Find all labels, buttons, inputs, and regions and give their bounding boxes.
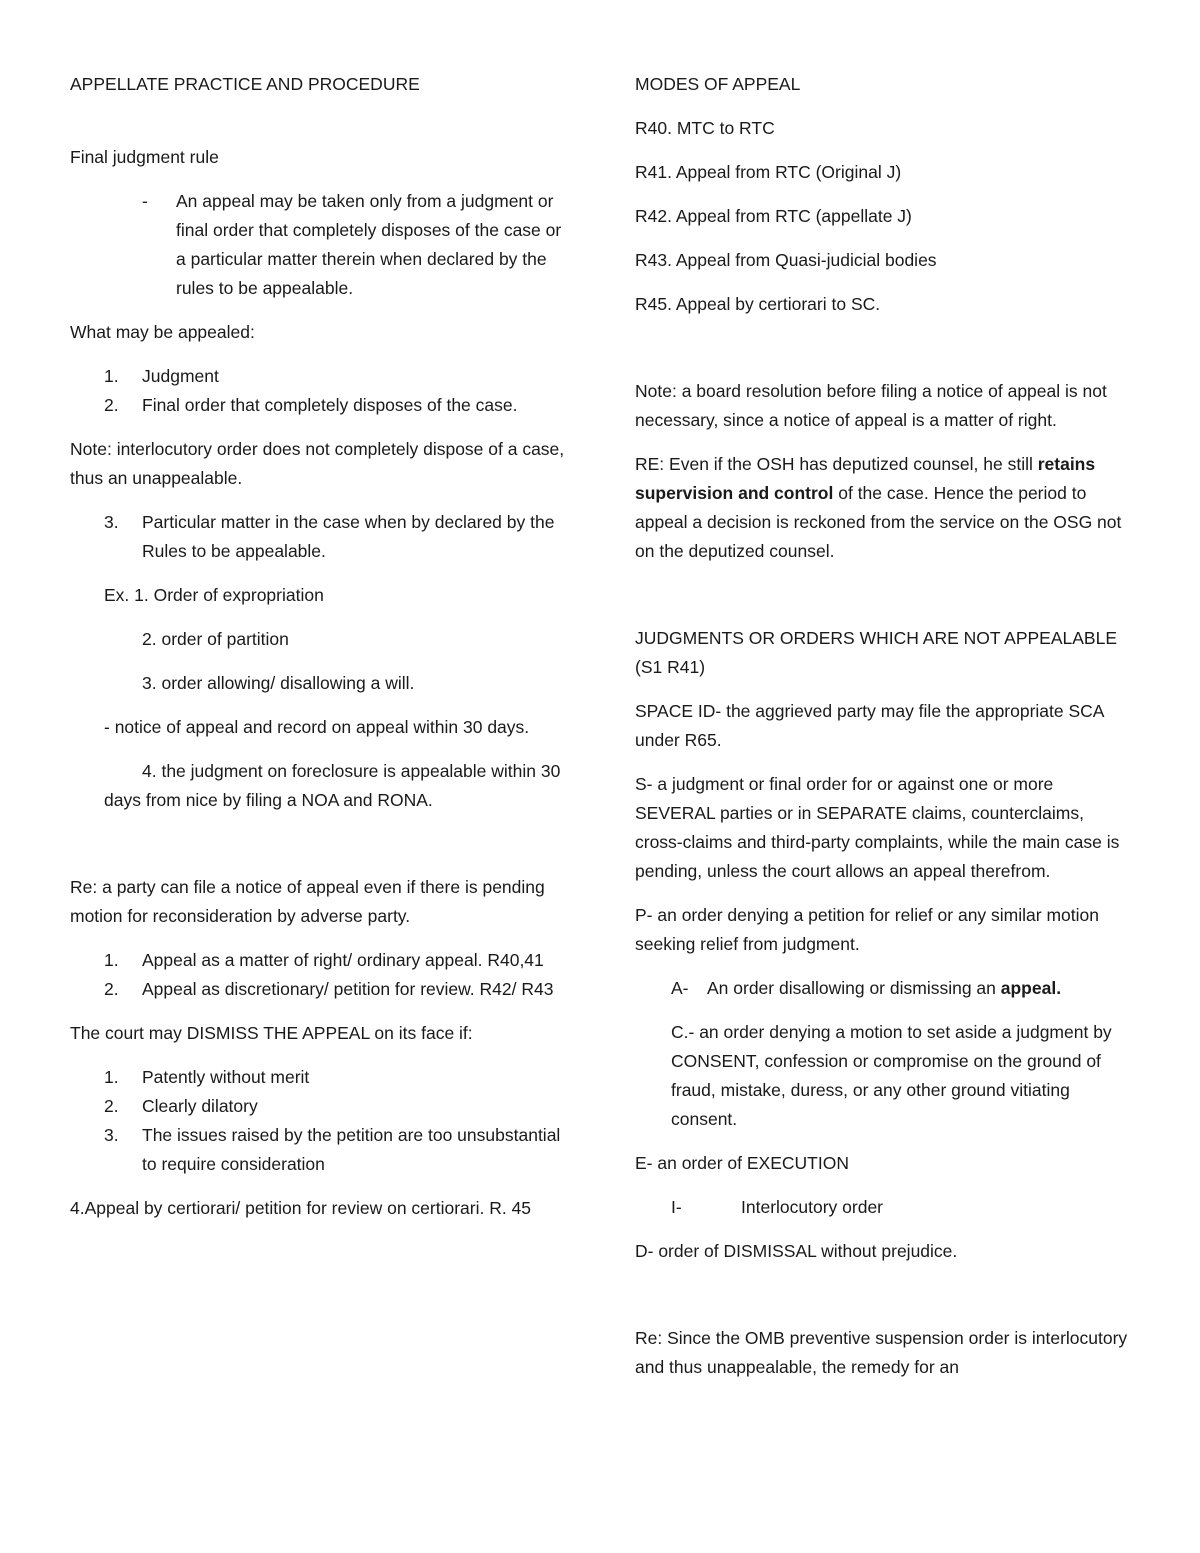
interlocutory-note: Note: interlocutory order does not completely dispose of a case, thus an unappealable.: [70, 439, 565, 488]
document-title: APPELLATE PRACTICE AND PROCEDURE: [70, 74, 420, 94]
example-2: 2. order of partition: [142, 629, 289, 649]
e-item: E- an order of EXECUTION: [635, 1153, 849, 1173]
list-item: 1. Appeal as a matter of right/ ordinary appeal. R40,41: [104, 950, 544, 970]
appealable-list: [70, 362, 570, 420]
p-item: P- an order denying a petition for relief or any similar motion seeking relief from judgment.: [635, 905, 1099, 954]
appeal-types-list: [70, 946, 570, 1004]
list-item: 3. Particular matter in the case when by declared by the Rules to be appealable.: [104, 512, 555, 561]
example-4: 4. the judgment on foreclosure is appealable within 30 days from nice by filing a NOA and RONA.: [104, 761, 561, 810]
re-party-note: Re: a party can file a notice of appeal even if there is pending motion for reconsideration by adverse party.: [70, 877, 545, 926]
list-item: 2. Final order that completely disposes of the case.: [104, 395, 518, 415]
dismiss-grounds-list: [70, 1063, 570, 1179]
appeal-by-certiorari: 4.Appeal by certiorari/ petition for review on certiorari. R. 45: [70, 1198, 532, 1218]
rule-45: R45. Appeal by certiorari to SC.: [635, 294, 881, 314]
list-item: 2. Appeal as discretionary/ petition for review. R42/ R43: [104, 979, 554, 999]
final-judgment-rule-bullet: [70, 187, 570, 303]
list-item: 3. The issues raised by the petition are too unsubstantial to require consideration: [104, 1125, 561, 1174]
right-column: [635, 70, 1135, 1382]
bullet-dash: -: [142, 191, 148, 211]
board-resolution-note: Note: a board resolution before filing a notice of appeal is not necessary, since a notice of appeal is a matter of right.: [635, 381, 1107, 430]
a-item: A- An order disallowing or dismissing an appeal.: [671, 978, 1062, 998]
list-item: 1. Judgment: [104, 366, 219, 386]
rule-43: R43. Appeal from Quasi-judicial bodies: [635, 250, 937, 270]
i-item: I- Interlocutory order: [671, 1197, 884, 1217]
c-item: C.- an order denying a motion to set aside a judgment by CONSENT, confession or compromise on the ground of fraud, mistake, duress, or any other ground vitiating consent.: [671, 1022, 1112, 1129]
list-item: 1. Patently without merit: [104, 1067, 310, 1087]
list-item: 2. Clearly dilatory: [104, 1096, 258, 1116]
left-column: [70, 70, 570, 1223]
not-appealable-heading: JUDGMENTS OR ORDERS WHICH ARE NOT APPEALABLE (S1 R41): [635, 628, 1117, 677]
modes-of-appeal-heading: MODES OF APPEAL: [635, 74, 801, 94]
notice-of-appeal-line: - notice of appeal and record on appeal within 30 days.: [104, 717, 530, 737]
example-3: 3. order allowing/ disallowing a will.: [142, 673, 415, 693]
rule-40: R40. MTC to RTC: [635, 118, 775, 138]
space-id-line: SPACE ID- the aggrieved party may file the appropriate SCA under R65.: [635, 701, 1104, 750]
what-appealed-heading: What may be appealed:: [70, 322, 255, 342]
bullet-text: An appeal may be taken only from a judgment or final order that completely disposes of the case or a particular matter therein when declared by the rules to be appealable.: [176, 191, 562, 298]
rule-41: R41. Appeal from RTC (Original J): [635, 162, 902, 182]
osh-counsel-note: RE: Even if the OSH has deputized counsel, he still retains supervision and control of the case. Hence the period to appeal a decision is reckoned from the service on the OSG not on the deputized counsel.: [635, 454, 1122, 561]
s-item: S- a judgment or final order for or against one or more SEVERAL parties or in SEPARATE claims, counterclaims, cross-claims and third-party complaints, while the main case is pending, unless the court allows an appeal therefrom.: [635, 774, 1120, 881]
omb-suspension-note: Re: Since the OMB preventive suspension order is interlocutory and thus unappealable, the remedy for an: [635, 1328, 1128, 1377]
dismiss-appeal-line: The court may DISMISS THE APPEAL on its face if:: [70, 1023, 473, 1043]
final-judgment-rule-heading: Final judgment rule: [70, 147, 219, 167]
example-1: Ex. 1. Order of expropriation: [104, 585, 324, 605]
d-item: D- order of DISMISSAL without prejudice.: [635, 1241, 958, 1261]
appealable-list-continued: [70, 508, 570, 566]
rule-42: R42. Appeal from RTC (appellate J): [635, 206, 912, 226]
